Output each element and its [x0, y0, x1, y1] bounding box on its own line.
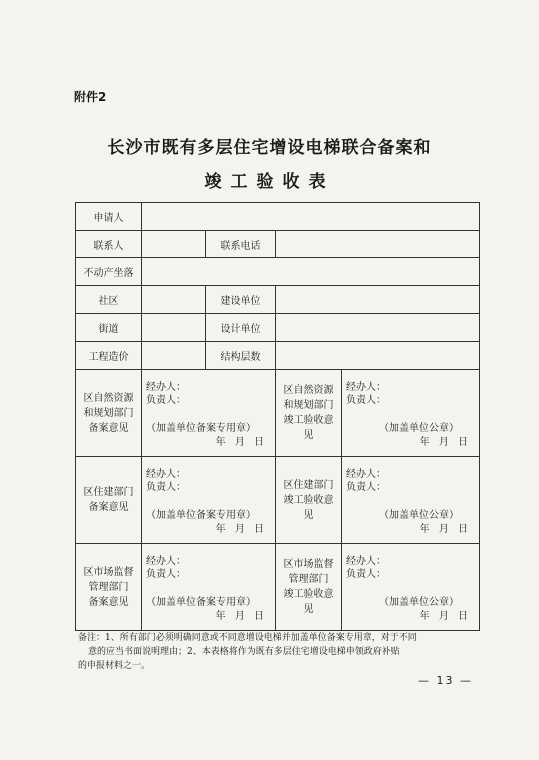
handler-label: 经办人：: [346, 556, 386, 567]
construction-unit-label: 建设单位: [206, 286, 276, 314]
property-location-value[interactable]: [142, 258, 480, 286]
handler-label: 经办人：: [146, 382, 186, 393]
acceptance-opinion-cell[interactable]: [342, 544, 480, 631]
acceptance-form-table: [75, 202, 480, 631]
stamp-note: （加盖单位公章）: [379, 597, 459, 608]
handler-label: 经办人：: [346, 382, 386, 393]
construction-unit-value[interactable]: [276, 286, 480, 314]
acceptance-opinion-cell[interactable]: [342, 370, 480, 457]
contact-phone-label: 联系电话: [206, 231, 276, 258]
applicant-value[interactable]: [142, 203, 480, 231]
stamp-note: （加盖单位备案专用章）: [146, 597, 256, 608]
filing-opinion-cell[interactable]: [142, 370, 276, 457]
remarks-line1: 备注：1、所有部门必须明确同意或不同意增设电梯并加盖单位备案专用章，对于不同: [78, 633, 417, 643]
contact-value[interactable]: [142, 231, 206, 258]
responsible-label: 负责人：: [346, 482, 386, 493]
section-natural-resources: [76, 370, 480, 457]
contact-label: 联系人: [76, 231, 142, 258]
form-title-line2: 竣工验收表: [204, 172, 335, 192]
responsible-label: 负责人：: [146, 395, 186, 406]
section-housing-construction: [76, 457, 480, 544]
date-label: 年 月 日: [215, 524, 267, 535]
section-right-label: 区市场监督 管理部门 竣工验收意见: [276, 544, 342, 631]
section-market-supervision: [76, 544, 480, 631]
community-label: 社区: [76, 286, 142, 314]
stamp-note: （加盖单位公章）: [379, 510, 459, 521]
stamp-note: （加盖单位备案专用章）: [146, 510, 256, 521]
filing-opinion-cell[interactable]: [142, 457, 276, 544]
form-title-line1: 长沙市既有多层住宅增设电梯联合备案和: [107, 138, 432, 158]
stamp-note: （加盖单位备案专用章）: [146, 423, 256, 434]
community-value[interactable]: [142, 286, 206, 314]
row-project-cost: [76, 342, 480, 370]
row-community: [76, 286, 480, 314]
street-value[interactable]: [142, 314, 206, 342]
filing-opinion-cell[interactable]: [142, 544, 276, 631]
handler-label: 经办人：: [346, 469, 386, 480]
structure-floors-label: 结构层数: [206, 342, 276, 370]
stamp-note: （加盖单位公章）: [379, 423, 459, 434]
responsible-label: 负责人：: [346, 395, 386, 406]
date-label: 年 月 日: [419, 437, 471, 448]
responsible-label: 负责人：: [146, 482, 186, 493]
applicant-label: 申请人: [76, 203, 142, 231]
remarks-line2: 意的应当书面说明理由；2、本表格将作为既有多层住宅增设电梯申领政府补贴: [88, 647, 400, 657]
page-number: — 13 —: [418, 674, 473, 687]
design-unit-label: 设计单位: [206, 314, 276, 342]
handler-label: 经办人：: [146, 556, 186, 567]
attachment-label: 附件2: [74, 90, 107, 104]
section-left-label: 区住建部门 备案意见: [76, 457, 142, 544]
remarks-line3: 的申报材料之一。: [78, 661, 151, 671]
remarks: [78, 631, 480, 673]
project-cost-label: 工程造价: [76, 342, 142, 370]
section-left-label: 区市场监督 管理部门 备案意见: [76, 544, 142, 631]
row-property-location: [76, 258, 480, 286]
date-label: 年 月 日: [419, 611, 471, 622]
street-label: 街道: [76, 314, 142, 342]
contact-phone-value[interactable]: [276, 231, 480, 258]
date-label: 年 月 日: [215, 437, 267, 448]
date-label: 年 月 日: [215, 611, 267, 622]
row-applicant: [76, 203, 480, 231]
section-right-label: 区住建部门 竣工验收意见: [276, 457, 342, 544]
property-location-label: 不动产坐落: [76, 258, 142, 286]
acceptance-opinion-cell[interactable]: [342, 457, 480, 544]
structure-floors-value[interactable]: [276, 342, 480, 370]
responsible-label: 负责人：: [346, 569, 386, 580]
row-contact: [76, 231, 480, 258]
row-street: [76, 314, 480, 342]
project-cost-value[interactable]: [142, 342, 206, 370]
handler-label: 经办人：: [146, 469, 186, 480]
date-label: 年 月 日: [419, 524, 471, 535]
design-unit-value[interactable]: [276, 314, 480, 342]
section-right-label: 区自然资源 和规划部门 竣工验收意见: [276, 370, 342, 457]
responsible-label: 负责人：: [146, 569, 186, 580]
section-left-label: 区自然资源 和规划部门 备案意见: [76, 370, 142, 457]
